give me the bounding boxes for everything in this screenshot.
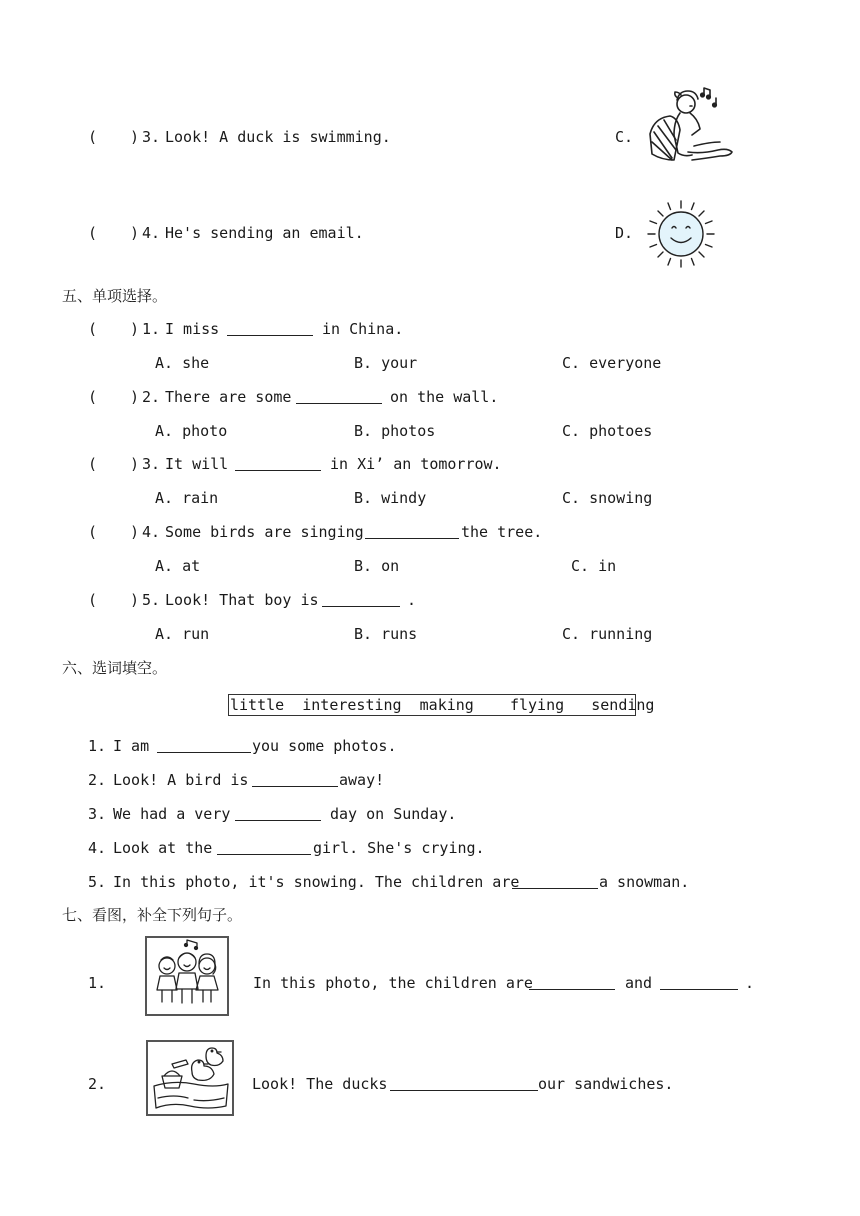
answer-paren-open: ( — [88, 591, 98, 609]
answer-blank[interactable] — [227, 321, 313, 336]
option-b: B. photos — [354, 422, 436, 440]
question-text-before: I miss — [165, 320, 220, 338]
ducks-eating-picture — [146, 1040, 234, 1116]
sentence-number: 5. — [88, 873, 107, 891]
item-number: 1. — [88, 974, 107, 992]
option-c: C. snowing — [562, 489, 653, 507]
question-number: 5. — [142, 591, 161, 609]
option-a: A. she — [155, 354, 210, 372]
option-c: C. photoes — [562, 422, 653, 440]
option-b: B. windy — [354, 489, 427, 507]
answer-paren-open: ( — [88, 320, 98, 338]
sentence-text-after: away! — [339, 771, 385, 789]
question-text-after: on the wall. — [390, 388, 499, 406]
reading-girl-picture — [644, 86, 740, 176]
answer-paren-close: ) — [130, 591, 140, 609]
answer-paren-close: ) — [130, 455, 140, 473]
option-b: B. on — [354, 557, 400, 575]
question-number: 2. — [142, 388, 161, 406]
answer-blank[interactable] — [322, 592, 400, 607]
answer-blank[interactable] — [529, 975, 615, 990]
answer-blank[interactable] — [512, 874, 598, 889]
answer-paren-open: ( — [88, 224, 98, 242]
question-text-after: . — [407, 591, 417, 609]
question-number: 4. — [142, 523, 161, 541]
word-bank-box: little interesting making flying sending — [230, 696, 655, 714]
question-text-before: It will — [165, 455, 229, 473]
option-a: A. at — [155, 557, 201, 575]
option-c: C. in — [571, 557, 617, 575]
sentence-text-before: In this photo, it's snowing. The children are — [113, 873, 520, 891]
sentence-text-after: . — [745, 974, 755, 992]
sentence-text-before: Look! A bird is — [113, 771, 249, 789]
answer-paren-open: ( — [88, 128, 98, 146]
sentence-number: 4. — [88, 839, 107, 857]
question-text: Look! A duck is swimming. — [165, 128, 391, 146]
answer-paren-close: ) — [130, 224, 140, 242]
sentence-text-before: Look! The ducks — [252, 1075, 388, 1093]
sentence-number: 1. — [88, 737, 107, 755]
question-text-before: There are some — [165, 388, 292, 406]
question-text-before: Some birds are singing — [165, 523, 364, 541]
question-text: He's sending an email. — [165, 224, 364, 242]
option-letter: C. — [615, 128, 634, 146]
answer-paren-close: ) — [130, 388, 140, 406]
option-a: A. rain — [155, 489, 219, 507]
sentence-text-middle: and — [625, 974, 653, 992]
sentence-text-after: day on Sunday. — [330, 805, 457, 823]
option-a: A. photo — [155, 422, 228, 440]
answer-paren-close: ) — [130, 320, 140, 338]
answer-blank[interactable] — [296, 389, 382, 404]
answer-paren-open: ( — [88, 523, 98, 541]
option-b: B. your — [354, 354, 418, 372]
sentence-text-before: Look at the — [113, 839, 213, 857]
answer-paren-close: ) — [130, 523, 140, 541]
question-text-after: in Xi’ an tomorrow. — [330, 455, 502, 473]
question-number: 3. — [142, 455, 161, 473]
question-number: 1. — [142, 320, 161, 338]
section-heading-part6: 六、选词填空。 — [62, 659, 168, 677]
question-text-after: in China. — [322, 320, 404, 338]
sentence-number: 2. — [88, 771, 107, 789]
singing-children-picture — [145, 936, 229, 1016]
option-c: C. running — [562, 625, 653, 643]
sentence-text-after: girl. She's crying. — [313, 839, 485, 857]
answer-paren-open: ( — [88, 388, 98, 406]
question-text-after: the tree. — [461, 523, 543, 541]
answer-blank[interactable] — [235, 456, 321, 471]
sentence-number: 3. — [88, 805, 107, 823]
sentence-text-after: a snowman. — [599, 873, 690, 891]
answer-blank[interactable] — [660, 975, 738, 990]
answer-blank[interactable] — [365, 524, 459, 539]
sentence-text-after: our sandwiches. — [538, 1075, 674, 1093]
sentence-text-before: In this photo, the children are — [253, 974, 533, 992]
sentence-text-before: We had a very — [113, 805, 231, 823]
option-letter: D. — [615, 224, 634, 242]
item-number: 2. — [88, 1075, 107, 1093]
smiling-sun-picture — [644, 198, 718, 270]
answer-paren-close: ) — [130, 128, 140, 146]
answer-paren-open: ( — [88, 455, 98, 473]
option-c: C. everyone — [562, 354, 662, 372]
section-heading-part7: 七、看图，补全下列句子。 — [62, 906, 243, 924]
answer-blank[interactable] — [390, 1076, 538, 1091]
sentence-text-after: you some photos. — [252, 737, 397, 755]
question-number: 4. — [142, 224, 161, 242]
answer-blank[interactable] — [252, 772, 338, 787]
option-a: A. run — [155, 625, 210, 643]
answer-blank[interactable] — [157, 738, 251, 753]
option-b: B. runs — [354, 625, 418, 643]
sentence-text-before: I am — [113, 737, 150, 755]
answer-blank[interactable] — [235, 806, 321, 821]
section-heading-part5: 五、单项选择。 — [62, 287, 168, 305]
question-text-before: Look! That boy is — [165, 591, 319, 609]
question-number: 3. — [142, 128, 161, 146]
answer-blank[interactable] — [217, 840, 311, 855]
